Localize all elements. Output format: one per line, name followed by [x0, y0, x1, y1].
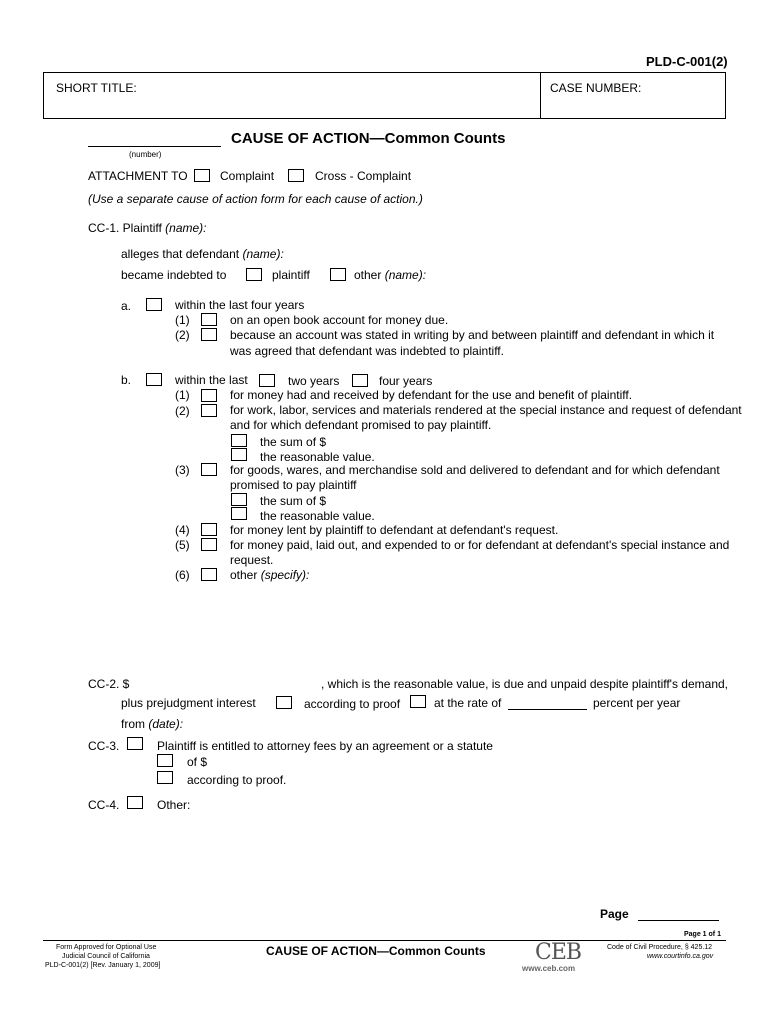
b5-checkbox[interactable]: [201, 538, 217, 551]
cross-complaint-label: Cross - Complaint: [315, 169, 412, 183]
other-label: [354, 268, 426, 282]
approved-line3: PLD-C-001(2) [Rev. January 1, 2009]: [45, 962, 161, 969]
cc3-proof-checkbox[interactable]: [157, 771, 173, 784]
a-text: within the last four years: [175, 298, 305, 312]
b1-num: (1): [175, 388, 190, 402]
b3-text-line1: for goods, wares, and merchandise sold and delivered to defendant and for which defendant: [230, 463, 720, 477]
caption-divider: [540, 73, 541, 118]
b3-sum-checkbox[interactable]: [231, 493, 247, 506]
cc3-checkbox[interactable]: [127, 737, 143, 750]
two-years-label: two years: [288, 374, 340, 388]
b6-specify-hint: (specify):: [260, 568, 310, 582]
percent-label: percent per year: [593, 696, 681, 710]
a2-checkbox[interactable]: [201, 328, 217, 341]
four-years-checkbox[interactable]: [352, 374, 368, 387]
two-years-checkbox[interactable]: [259, 374, 275, 387]
according-proof-label: according to proof: [304, 697, 401, 711]
four-years-label: four years: [379, 374, 433, 388]
complaint-label: Complaint: [220, 169, 275, 183]
according-proof-checkbox[interactable]: [276, 696, 292, 709]
cause-number-line[interactable]: [88, 146, 221, 147]
other-hint: (name):: [384, 268, 427, 282]
approved-line1: Form Approved for Optional Use: [56, 944, 157, 951]
code-citation: Code of Civil Procedure, § 425.12: [607, 944, 713, 951]
b2-sum-label: the sum of $: [260, 435, 327, 449]
cc1-label: [88, 221, 207, 235]
cc4-checkbox[interactable]: [127, 796, 143, 809]
ceb-logo-icon: CEB: [535, 940, 582, 965]
rate-checkbox[interactable]: [410, 695, 426, 708]
cc3-proof-label: according to proof.: [187, 773, 287, 787]
cc3-amount-checkbox[interactable]: [157, 754, 173, 767]
a1-checkbox[interactable]: [201, 313, 217, 326]
b2-text-line1: for work, labor, services and materials rendered at the special instance and request of defendant: [230, 403, 742, 417]
cc1-plaintiff-label: CC-1. Plaintiff: [88, 221, 162, 235]
page-label: Page: [600, 907, 629, 921]
complaint-checkbox[interactable]: [194, 169, 210, 182]
cc2-due-text: , which is the reasonable value, is due and unpaid despite plaintiff's demand,: [321, 677, 729, 691]
other-checkbox[interactable]: [330, 268, 346, 281]
from-date-label: [121, 717, 183, 731]
footer-rule: [43, 940, 726, 941]
page-title: CAUSE OF ACTION—Common Counts: [231, 130, 506, 147]
b2-text-line2: and for which defendant promised to pay plaintiff.: [230, 418, 492, 432]
b6-checkbox[interactable]: [201, 568, 217, 581]
b3-num: (3): [175, 463, 190, 477]
a-checkbox[interactable]: [146, 298, 162, 311]
b2-checkbox[interactable]: [201, 404, 217, 417]
b1-text: for money had and received by defendant for the use and benefit of plaintiff.: [230, 388, 633, 402]
a1-num: (1): [175, 313, 190, 327]
cc3-text: Plaintiff is entitled to attorney fees by an agreement or a statute: [157, 739, 493, 753]
plaintiff-label: plaintiff: [272, 268, 310, 282]
cc3-label: CC-3.: [88, 739, 120, 753]
b6-other-text: other: [230, 568, 258, 582]
rate-input-line[interactable]: [508, 709, 587, 710]
alleges-hint: (name):: [242, 247, 284, 261]
b5-num: (5): [175, 538, 190, 552]
b2-sum-checkbox[interactable]: [231, 434, 247, 447]
alleges-line: [121, 247, 284, 261]
courtinfo-link[interactable]: www.courtinfo.ca.gov: [647, 953, 714, 960]
b4-text: for money lent by plaintiff to defendant at defendant's request.: [230, 523, 559, 537]
date-hint: (date):: [148, 717, 184, 731]
prejudgment-interest-label: plus prejudgment interest: [121, 696, 256, 710]
b2-reasonable-label: the reasonable value.: [260, 450, 375, 464]
b3-reasonable-label: the reasonable value.: [260, 509, 375, 523]
b3-checkbox[interactable]: [201, 463, 217, 476]
cc4-label: CC-4.: [88, 798, 120, 812]
b1-checkbox[interactable]: [201, 389, 217, 402]
b3-reasonable-checkbox[interactable]: [231, 507, 247, 520]
became-indebted-text: became indebted to: [121, 268, 227, 282]
plaintiff-checkbox[interactable]: [246, 268, 262, 281]
b4-num: (4): [175, 523, 190, 537]
b-letter: b.: [121, 373, 132, 387]
a1-text: on an open book account for money due.: [230, 313, 449, 327]
attachment-note: (Use a separate cause of action form for each cause of action.): [88, 192, 423, 206]
a2-num: (2): [175, 328, 190, 342]
rate-label: at the rate of: [434, 696, 502, 710]
b3-text-line2: promised to pay plaintiff: [230, 478, 357, 492]
approved-line2: Judicial Council of California: [62, 953, 150, 960]
b3-sum-label: the sum of $: [260, 494, 327, 508]
a2-text-line2: was agreed that defendant was indebted to plaintiff.: [230, 344, 504, 358]
b-text: within the last: [175, 373, 248, 387]
b6-text: [230, 568, 309, 582]
attachment-label: ATTACHMENT TO: [88, 169, 188, 183]
other-text: other: [354, 268, 382, 282]
alleges-text: alleges that defendant: [121, 247, 240, 261]
caption-table: [43, 72, 726, 119]
case-number-label: CASE NUMBER:: [550, 81, 642, 95]
a-letter: a.: [121, 299, 132, 313]
b-checkbox[interactable]: [146, 373, 162, 386]
b6-num: (6): [175, 568, 190, 582]
number-caption: (number): [129, 150, 162, 159]
cross-complaint-checkbox[interactable]: [288, 169, 304, 182]
b5-text-line2: request.: [230, 553, 274, 567]
short-title-label: SHORT TITLE:: [56, 81, 137, 95]
page-of: Page 1 of 1: [684, 931, 721, 938]
footer-title: CAUSE OF ACTION—Common Counts: [266, 944, 486, 958]
cc4-text: Other:: [157, 798, 191, 812]
page-number-line[interactable]: [638, 920, 719, 921]
b5-text-line1: for money paid, laid out, and expended to or for defendant at defendant's special instance and: [230, 538, 730, 552]
b4-checkbox[interactable]: [201, 523, 217, 536]
a2-text-line1: because an account was stated in writing by and between plaintiff and defendant in which it: [230, 328, 715, 342]
b2-num: (2): [175, 404, 190, 418]
form-id: PLD-C-001(2): [646, 54, 728, 69]
ceb-website[interactable]: www.ceb.com: [522, 964, 576, 973]
from-text: from: [121, 717, 145, 731]
cc1-name-hint: (name):: [165, 221, 207, 235]
cc3-amount-label: of $: [187, 755, 208, 769]
cc2-label: CC-2. $: [88, 677, 130, 691]
b2-reasonable-checkbox[interactable]: [231, 448, 247, 461]
